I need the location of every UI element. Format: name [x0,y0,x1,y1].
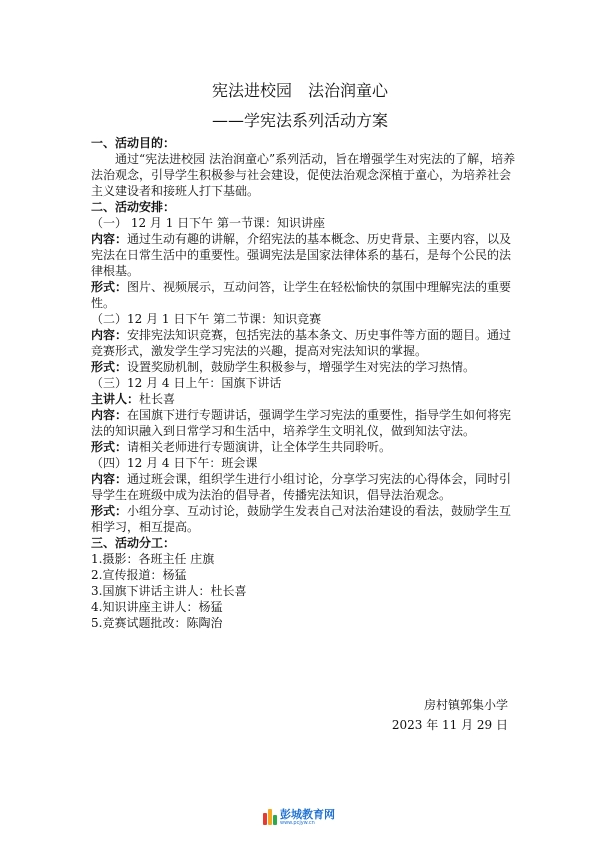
division-item: 2.宣传报道：杨猛 [91,568,187,582]
division-item: 4.知识讲座主讲人：杨猛 [91,600,223,614]
watermark-name: 彭城教育网 [280,807,335,821]
book-icon [263,809,277,825]
session-3-content [91,407,521,439]
form-label: 形式： [91,280,128,294]
form-text: 请相关老师进行专题演讲，让全体学生共同聆听。 [127,440,392,454]
signature-date: 2023 年 11 月 29 日 [391,718,508,732]
watermark-url: www.pcjyw.cn [280,819,315,826]
signature-school: 房村镇郭集小学 [423,698,508,712]
document-title: 宪法进校园 法治润童心 [211,81,388,100]
document-subtitle: ——学宪法系列活动方案 [211,111,388,130]
session-2-content [91,327,521,359]
document-body [91,135,521,631]
content-text: 在国旗下进行专题讲话，强调学生学习宪法的重要性，指导学生如何将宪法的知识融入到日常学习和生活中，培养学生文明礼仪，做到知法守法。 [91,408,512,438]
session-3-form [91,439,521,455]
content-label: 内容： [91,408,128,422]
content-label: 内容： [91,472,128,486]
form-label: 形式： [91,504,128,518]
session-3-speaker [91,391,521,407]
session-1-form [91,279,521,311]
session-4-content [91,471,521,503]
section-heading-purpose: 一、活动目的： [91,136,176,150]
form-text: 设置奖励机制，鼓励学生积极参与，增强学生对宪法的学习热情。 [127,360,476,374]
speaker-label: 主讲人： [91,392,140,406]
session-1-content [91,231,521,279]
form-label: 形式： [91,360,128,374]
session-4-header: （四）12 月 4 日下午：班会课 [91,456,258,470]
content-label: 内容： [91,328,128,342]
division-item: 3.国旗下讲话主讲人：杜长喜 [91,584,247,598]
session-2-header: （二）12 月 1 日下午 第二节课：知识竞赛 [91,312,322,326]
form-text: 图片、视频展示，互动问答，让学生在轻松愉快的氛围中理解宪法的重要性。 [91,280,512,310]
session-4-form [91,503,521,535]
watermark-logo [263,807,335,827]
speaker-name: 杜长喜 [139,392,176,406]
division-item: 1.摄影：各班主任 庄旗 [91,552,215,566]
section-heading-division: 三、活动分工： [91,536,176,550]
division-item: 5.竞赛试题批改：陈陶治 [91,616,223,630]
content-text: 安排宪法知识竞赛，包括宪法的基本条文、历史事件等方面的题目。通过竞赛形式，激发学生学习宪法的兴趣，提高对宪法知识的掌握。 [91,328,512,358]
section-heading-schedule: 二、活动安排： [91,200,176,214]
session-2-form [91,359,521,375]
session-3-header: （三）12 月 4 日上午：国旗下讲话 [91,376,282,390]
content-text: 通过班会课，组织学生进行小组讨论，分享学习宪法的心得体会，同时引导学生在班级中成为法治的倡导者，传播宪法知识，倡导法治观念。 [91,472,512,502]
content-label: 内容： [91,232,128,246]
purpose-paragraph: 通过“宪法进校园 法治润童心”系列活动，旨在增强学生对宪法的了解，培养法治观念，引导学生积极参与社会建设，促使法治观念深植于童心，为培养社会主义建设者和接班人打下基础。 [91,152,516,198]
form-label: 形式： [91,440,128,454]
session-1-header: （一） 12 月 1 日下午 第一节课：知识讲座 [91,216,325,230]
form-text: 小组分享、互动讨论，鼓励学生发表自己对法治建设的看法，鼓励学生互相学习，相互提高。 [91,504,512,534]
content-text: 通过生动有趣的讲解，介绍宪法的基本概念、历史背景、主要内容，以及宪法在日常生活中的重要性。强调宪法是国家法律体系的基石，是每个公民的法律根基。 [91,232,512,278]
